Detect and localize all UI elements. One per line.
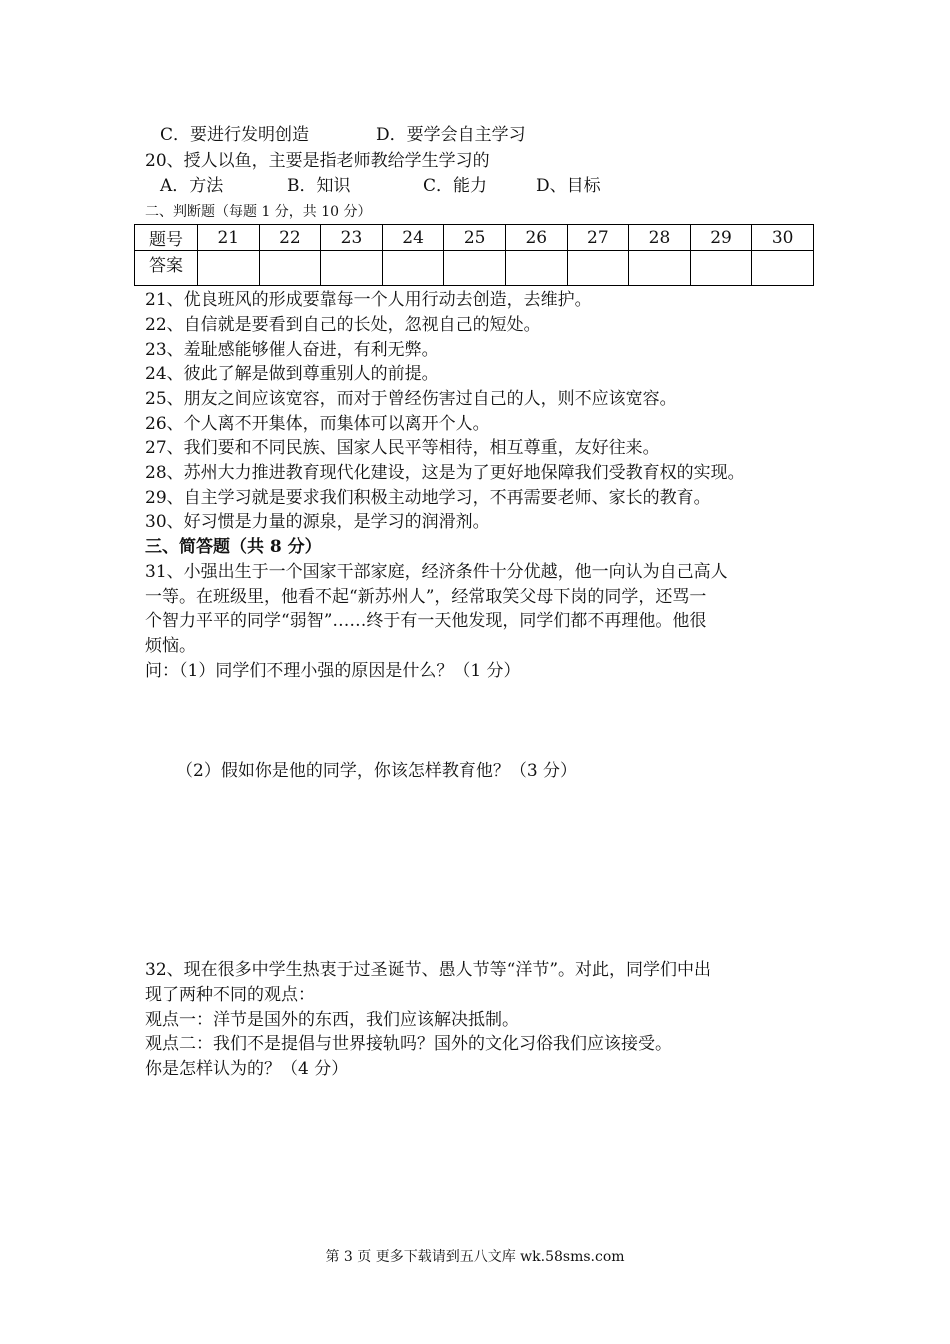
q20-option-c: C．能力 [423,176,488,196]
q32-viewpoint-2: 观点二：我们不是提倡与世界接轨吗？国外的文化习俗我们应该接受。 [145,1034,672,1054]
answer-cell[interactable] [629,251,691,286]
answer-table-number: 28 [629,225,691,251]
page-footer: 第 3 页 更多下载请到五八文库 wk.58sms.com [325,1249,625,1265]
judge-item-22: 22、自信就是要看到自己的长处，忽视自己的短处。 [145,315,541,335]
answer-table-number: 22 [259,225,321,251]
q20-option-a: A．方法 [160,176,224,196]
judge-item-24: 24、彼此了解是做到尊重别人的前提。 [145,364,439,384]
q31-question-1: 问：（1）同学们不理小强的原因是什么？（1 分） [145,661,521,681]
q32-text-line: 现了两种不同的观点： [145,985,315,1005]
answer-cell[interactable] [505,251,567,286]
answer-table-row1-label: 题号 [135,225,198,251]
section2-title: 二、判断题（每题 1 分，共 10 分） [145,204,372,220]
q31-question-2: （2）假如你是他的同学，你该怎样教育他？（3 分） [176,761,578,781]
answer-cell[interactable] [259,251,321,286]
q20-option-d: D、目标 [536,176,601,196]
q32-question: 你是怎样认为的？（4 分） [145,1059,349,1079]
answer-table-number: 27 [567,225,629,251]
answer-cell[interactable] [382,251,444,286]
judge-item-23: 23、羞耻感能够催人奋进，有利无弊。 [145,340,439,360]
answer-cell[interactable] [690,251,752,286]
q19-option-c: C．要进行发明创造 [160,125,310,145]
q20-option-b: B．知识 [287,176,351,196]
answer-cell[interactable] [321,251,383,286]
answer-table-number-row [135,225,814,251]
answer-table-number: 29 [690,225,752,251]
answer-table-number: 23 [321,225,383,251]
judge-item-27: 27、我们要和不同民族、国家人民平等相待，相互尊重，友好往来。 [145,438,660,458]
q20-options [160,174,601,198]
judge-item-30: 30、好习惯是力量的源泉，是学习的润滑剂。 [145,512,490,532]
answer-cell[interactable] [444,251,506,286]
q31-text-line: 烦恼。 [145,636,196,656]
q32-viewpoint-1: 观点一：洋节是国外的东西，我们应该解决抵制。 [145,1010,519,1030]
answer-table-number: 30 [752,225,814,251]
answer-table-row2-label: 答案 [135,251,198,286]
q31-text-line: 个智力平平的同学“弱智”……终于有一天他发现，同学们都不再理他。他很 [145,611,707,631]
answer-table-answer-row [135,251,814,286]
answer-cell[interactable] [198,251,260,286]
q19-options [160,123,526,147]
answer-cell[interactable] [567,251,629,286]
judge-item-29: 29、自主学习就是要求我们积极主动地学习，不再需要老师、家长的教育。 [145,488,711,508]
judge-item-26: 26、个人离不开集体，而集体可以离开个人。 [145,414,490,434]
answer-cell[interactable] [752,251,814,286]
q31-text-line: 31、小强出生于一个国家干部家庭，经济条件十分优越，他一向认为自己高人 [145,562,728,582]
q32-text-line: 32、现在很多中学生热衷于过圣诞节、愚人节等“洋节”。对此，同学们中出 [145,960,712,980]
q19-option-d: D．要学会自主学习 [376,125,526,145]
judge-item-21: 21、优良班风的形成要靠每一个人用行动去创造，去维护。 [145,290,592,310]
judge-item-28: 28、苏州大力推进教育现代化建设，这是为了更好地保障我们受教育权的实现。 [145,463,745,483]
answer-table-number: 24 [382,225,444,251]
answer-table-number: 21 [198,225,260,251]
answer-table-number: 25 [444,225,506,251]
q31-text-line: 一等。在班级里，他看不起“新苏州人”，经常取笑父母下岗的同学，还骂一 [145,587,707,607]
section3-title: 三、简答题（共 8 分） [145,537,322,557]
answer-table-number: 26 [505,225,567,251]
answer-table [134,224,814,286]
q20-stem: 20、授人以鱼，主要是指老师教给学生学习的 [145,151,490,171]
judge-item-25: 25、朋友之间应该宽容，而对于曾经伤害过自己的人，则不应该宽容。 [145,389,677,409]
